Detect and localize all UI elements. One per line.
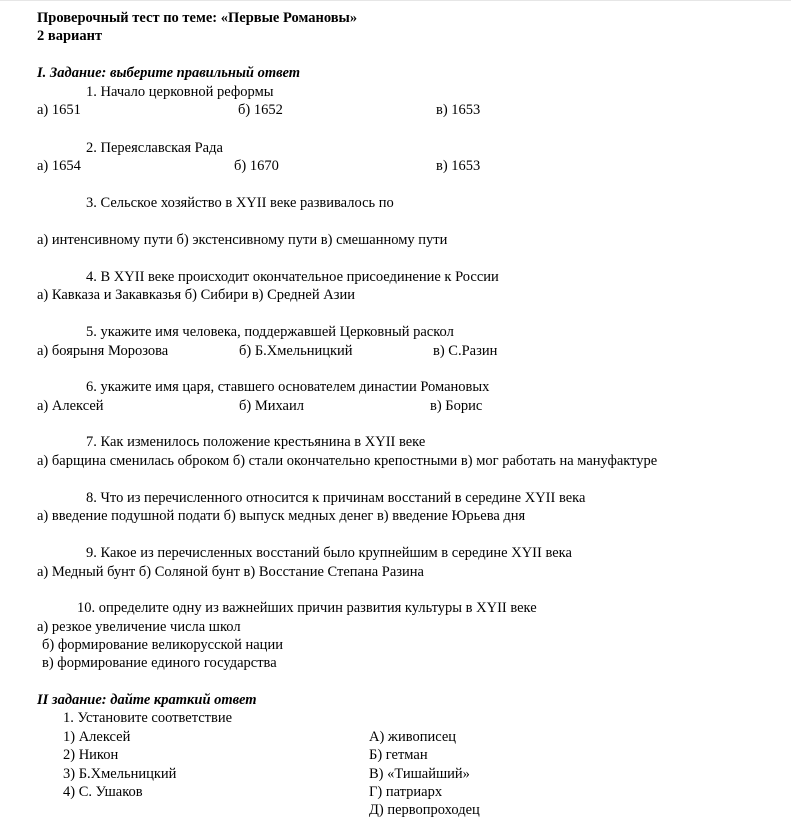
page-title: Проверочный тест по теме: «Первые Романовы»: [37, 10, 358, 26]
answer-options: а) Кавказа и Закавказья б) Сибири в) Средней Азии: [37, 287, 355, 303]
match-right-item: В) «Тишайший»: [369, 766, 470, 782]
match-left-item: 1) Алексей: [63, 729, 131, 745]
answer-options: а) введение подушной подати б) выпуск медных денег в) введение Юрьева дня: [37, 508, 526, 524]
match-right-item: Г) патриарх: [369, 784, 443, 800]
page-top-border: [0, 0, 791, 1]
answer-option-a: а) Алексей: [37, 398, 104, 414]
match-task: 1. Установите соответствие: [63, 710, 233, 726]
question-text: 6. укажите имя царя, ставшего основателем династии Романовых: [86, 379, 490, 395]
question-text: 8. Что из перечисленного относится к причинам восстаний в середине XYII века: [86, 490, 586, 506]
match-right-item: Б) гетман: [369, 747, 428, 763]
match-left-item: 2) Никон: [63, 747, 119, 763]
answer-option-c: в) С.Разин: [433, 343, 498, 359]
answer-option-b: б) 1652: [238, 102, 283, 118]
part1-heading: I. Задание: выберите правильный ответ: [37, 65, 300, 81]
answer-options: а) барщина сменилась оброком б) стали окончательно крепостными в) мог работать на мануфактуре: [37, 453, 658, 469]
question-text: 10. определите одну из важнейших причин развития культуры в XYII веке: [77, 600, 537, 616]
question-text: 5. укажите имя человека, поддержавшей Церковный раскол: [86, 324, 454, 340]
question-text: 1. Начало церковной реформы: [86, 84, 274, 100]
match-left-item: 3) Б.Хмельницкий: [63, 766, 177, 782]
question-text: 4. В XYII веке происходит окончательное присоединение к России: [86, 269, 499, 285]
answer-option-c: в) 1653: [436, 158, 481, 174]
question-text: 3. Сельское хозяйство в XYII веке развивалось по: [86, 195, 394, 211]
match-left-item: 4) С. Ушаков: [63, 784, 143, 800]
answer-option-b: б) Б.Хмельницкий: [239, 343, 353, 359]
answer-options: а) интенсивному пути б) экстенсивному пути в) смешанному пути: [37, 232, 448, 248]
answer-option-a: а) резкое увеличение числа школ: [37, 619, 241, 635]
question-text: 2. Переяславская Рада: [86, 140, 223, 156]
answer-option-c: в) Борис: [430, 398, 483, 414]
match-right-item: Д) первопроходец: [369, 802, 480, 818]
question-text: 9. Какое из перечисленных восстаний было крупнейшим в середине XYII века: [86, 545, 572, 561]
answer-option-b: б) формирование великорусской нации: [42, 637, 283, 653]
match-right-item: А) живописец: [369, 729, 457, 745]
answer-option-c: в) формирование единого государства: [42, 655, 277, 671]
answer-option-a: а) 1654: [37, 158, 81, 174]
answer-option-b: б) 1670: [234, 158, 279, 174]
answer-option-a: а) 1651: [37, 102, 81, 118]
answer-option-c: в) 1653: [436, 102, 481, 118]
answer-option-a: а) боярыня Морозова: [37, 343, 169, 359]
variant-label: 2 вариант: [37, 28, 103, 44]
answer-options: а) Медный бунт б) Соляной бунт в) Восстание Степана Разина: [37, 564, 424, 580]
answer-option-b: б) Михаил: [239, 398, 304, 414]
question-text: 7. Как изменилось положение крестьянина в XYII веке: [86, 434, 426, 450]
part2-heading: II задание: дайте краткий ответ: [37, 692, 257, 708]
